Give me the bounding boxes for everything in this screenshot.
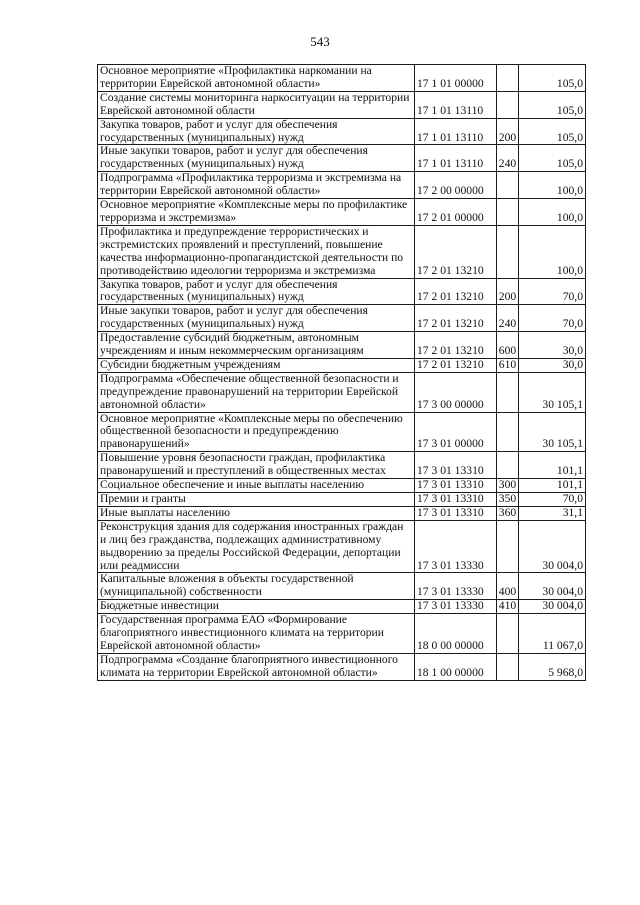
row-name-cell: Реконструкция здания для содержания иностранных граждан и лиц без гражданства, подлежащих административному выдворению за пределы Российской Федерации, депортации или реадмиссии [98, 520, 415, 573]
row-amount-cell: 105,0 [519, 65, 586, 92]
row-code-cell: 17 2 01 13210 [415, 278, 497, 305]
row-amount-cell: 70,0 [519, 305, 586, 332]
table-row [98, 479, 586, 493]
budget-table [97, 64, 586, 681]
row-expense-type-cell: 240 [497, 145, 519, 172]
row-amount-cell: 5 968,0 [519, 653, 586, 680]
row-amount-cell: 30 105,1 [519, 372, 586, 412]
row-name-cell: Субсидии бюджетным учреждениям [98, 358, 415, 372]
table-row [98, 332, 586, 359]
row-code-cell: 17 2 01 13210 [415, 305, 497, 332]
row-name-cell: Подпрограмма «Обеспечение общественной безопасности и предупреждение правонарушений на территории Еврейской автономной области» [98, 372, 415, 412]
table-row [98, 520, 586, 573]
row-amount-cell: 30 004,0 [519, 520, 586, 573]
table-row [98, 91, 586, 118]
row-amount-cell: 100,0 [519, 172, 586, 199]
table-row [98, 305, 586, 332]
row-amount-cell: 100,0 [519, 199, 586, 226]
row-expense-type-cell: 410 [497, 600, 519, 614]
table-row [98, 412, 586, 452]
table-row [98, 145, 586, 172]
row-code-cell: 17 3 01 13310 [415, 452, 497, 479]
row-expense-type-cell [497, 172, 519, 199]
row-amount-cell: 105,0 [519, 118, 586, 145]
row-code-cell: 17 1 01 13110 [415, 118, 497, 145]
row-expense-type-cell: 600 [497, 332, 519, 359]
row-name-cell: Основное мероприятие «Комплексные меры по профилактике терроризма и экстремизма» [98, 199, 415, 226]
row-code-cell: 17 1 01 00000 [415, 65, 497, 92]
table-row [98, 614, 586, 654]
row-code-cell: 17 3 01 13310 [415, 506, 497, 520]
row-amount-cell: 30 004,0 [519, 600, 586, 614]
row-name-cell: Государственная программа ЕАО «Формирование благоприятного инвестиционного климата на территории Еврейской автономной области» [98, 614, 415, 654]
row-name-cell: Создание системы мониторинга наркоситуации на территории Еврейской автономной области [98, 91, 415, 118]
table-row [98, 118, 586, 145]
row-code-cell: 17 2 00 00000 [415, 172, 497, 199]
row-code-cell: 17 3 01 13330 [415, 600, 497, 614]
table-row [98, 493, 586, 507]
row-name-cell: Повышение уровня безопасности граждан, профилактика правонарушений и преступлений в общественных местах [98, 452, 415, 479]
row-amount-cell: 31,1 [519, 506, 586, 520]
row-name-cell: Основное мероприятие «Комплексные меры по обеспечению общественной безопасности и предупреждению правонарушений» [98, 412, 415, 452]
row-name-cell: Премии и гранты [98, 493, 415, 507]
row-expense-type-cell: 200 [497, 278, 519, 305]
row-code-cell: 17 3 01 13310 [415, 479, 497, 493]
table-row [98, 653, 586, 680]
row-amount-cell: 101,1 [519, 452, 586, 479]
row-expense-type-cell [497, 372, 519, 412]
row-code-cell: 17 3 01 00000 [415, 412, 497, 452]
row-name-cell: Иные закупки товаров, работ и услуг для обеспечения государственных (муниципальных) нужд [98, 305, 415, 332]
row-expense-type-cell [497, 520, 519, 573]
row-code-cell: 17 2 01 13210 [415, 225, 497, 278]
row-code-cell: 18 1 00 00000 [415, 653, 497, 680]
row-expense-type-cell: 240 [497, 305, 519, 332]
row-amount-cell: 105,0 [519, 91, 586, 118]
table-row [98, 358, 586, 372]
row-amount-cell: 30,0 [519, 332, 586, 359]
row-expense-type-cell [497, 452, 519, 479]
row-name-cell: Социальное обеспечение и иные выплаты населению [98, 479, 415, 493]
row-name-cell: Подпрограмма «Профилактика терроризма и экстремизма на территории Еврейской автономной области» [98, 172, 415, 199]
row-amount-cell: 70,0 [519, 278, 586, 305]
row-amount-cell: 105,0 [519, 145, 586, 172]
row-expense-type-cell [497, 225, 519, 278]
row-expense-type-cell [497, 91, 519, 118]
table-row [98, 452, 586, 479]
row-expense-type-cell [497, 614, 519, 654]
row-code-cell: 18 0 00 00000 [415, 614, 497, 654]
row-name-cell: Закупка товаров, работ и услуг для обеспечения государственных (муниципальных) нужд [98, 278, 415, 305]
row-name-cell: Основное мероприятие «Профилактика наркомании на территории Еврейской автономной области» [98, 65, 415, 92]
row-code-cell: 17 3 00 00000 [415, 372, 497, 412]
row-amount-cell: 30 004,0 [519, 573, 586, 600]
table-row [98, 506, 586, 520]
row-name-cell: Иные выплаты населению [98, 506, 415, 520]
row-amount-cell: 100,0 [519, 225, 586, 278]
table-row [98, 225, 586, 278]
table-row [98, 172, 586, 199]
row-code-cell: 17 2 01 13210 [415, 358, 497, 372]
row-name-cell: Капитальные вложения в объекты государственной (муниципальной) собственности [98, 573, 415, 600]
row-name-cell: Закупка товаров, работ и услуг для обеспечения государственных (муниципальных) нужд [98, 118, 415, 145]
row-name-cell: Предоставление субсидий бюджетным, автономным учреждениям и иным некоммерческим организациям [98, 332, 415, 359]
table-row [98, 600, 586, 614]
budget-table-body [98, 65, 586, 681]
row-code-cell: 17 3 01 13330 [415, 520, 497, 573]
row-amount-cell: 30,0 [519, 358, 586, 372]
row-expense-type-cell: 300 [497, 479, 519, 493]
table-row [98, 372, 586, 412]
table-row [98, 278, 586, 305]
row-expense-type-cell: 400 [497, 573, 519, 600]
table-row [98, 65, 586, 92]
row-expense-type-cell: 200 [497, 118, 519, 145]
row-amount-cell: 101,1 [519, 479, 586, 493]
table-row [98, 573, 586, 600]
row-code-cell: 17 2 01 13210 [415, 332, 497, 359]
table-row [98, 199, 586, 226]
row-name-cell: Профилактика и предупреждение террористических и экстремистских проявлений и преступлений, повышение качества информационно-пропагандистской деятельности по противодействию идеологии терроризма и экстремизма [98, 225, 415, 278]
row-name-cell: Бюджетные инвестиции [98, 600, 415, 614]
row-code-cell: 17 3 01 13310 [415, 493, 497, 507]
row-name-cell: Иные закупки товаров, работ и услуг для обеспечения государственных (муниципальных) нужд [98, 145, 415, 172]
page-number: 543 [310, 34, 330, 49]
row-amount-cell: 11 067,0 [519, 614, 586, 654]
row-expense-type-cell [497, 199, 519, 226]
row-amount-cell: 70,0 [519, 493, 586, 507]
row-amount-cell: 30 105,1 [519, 412, 586, 452]
row-name-cell: Подпрограмма «Создание благоприятного инвестиционного климата на территории Еврейской автономной области» [98, 653, 415, 680]
row-expense-type-cell [497, 65, 519, 92]
row-code-cell: 17 1 01 13110 [415, 91, 497, 118]
row-expense-type-cell [497, 412, 519, 452]
row-expense-type-cell: 350 [497, 493, 519, 507]
row-code-cell: 17 2 01 00000 [415, 199, 497, 226]
row-expense-type-cell: 360 [497, 506, 519, 520]
row-code-cell: 17 3 01 13330 [415, 573, 497, 600]
row-expense-type-cell [497, 653, 519, 680]
row-expense-type-cell: 610 [497, 358, 519, 372]
row-code-cell: 17 1 01 13110 [415, 145, 497, 172]
